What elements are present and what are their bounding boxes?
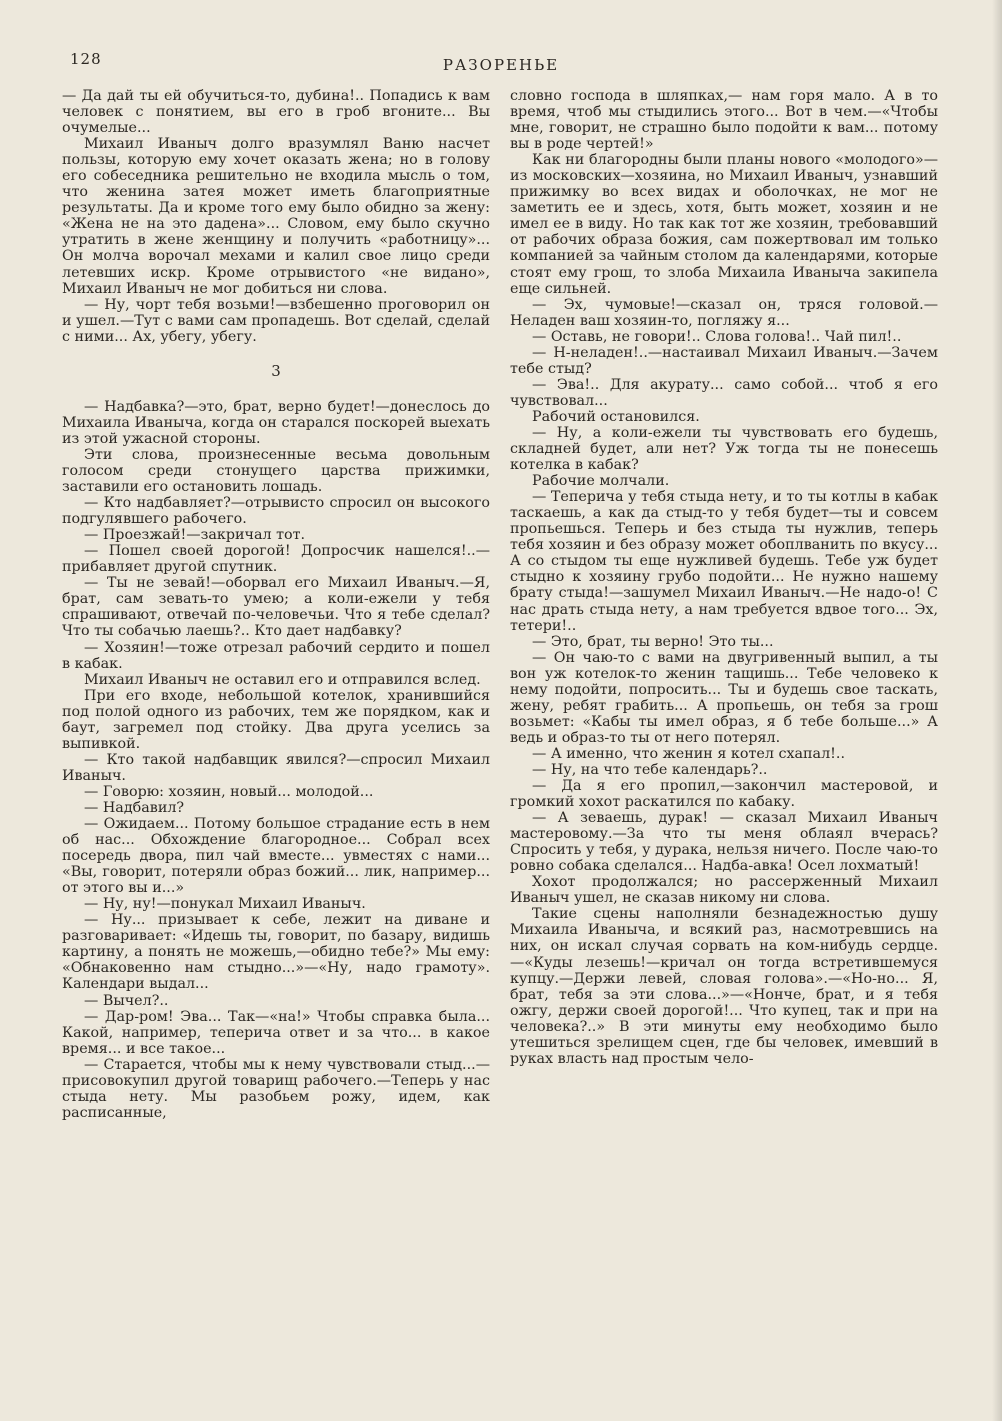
- page-edge-shadow: [992, 0, 1002, 1421]
- paragraph: — Ты не зевай!—оборвал его Михаил Иваныч.—Я, брат, сам зевать-то умею; а коли-ежели у тебя спрашивают, отвечай по-человечьи. Что я тебе сделал? Что ты собачью лаешь?.. Кто дает надбавку?: [62, 575, 490, 640]
- paragraph: Михаил Иваныч долго вразумлял Ваню насчет пользы, которую ему хочет оказать жена; но в голову его собеседника решительно не входила мысль о том, что женина затея может иметь благоприятные результаты. Да и кроме того ему было обидно за жену: «Жена не на это дадена»... Словом, ему было скучно утратить в жене женщину и получить «работницу»... Он молча ворочал мехами и калил свое лицо среди летевших искр. Кроме отрывистого «не видано», Михаил Иваныч не мог добиться ни слова.: [62, 136, 490, 297]
- paragraph: — Говорю: хозяин, новый... молодой...: [84, 783, 374, 800]
- running-title: РАЗОРЕНЬЕ: [442, 56, 560, 74]
- paragraph: Эти слова, произнесенные весьма довольным голосом среди стонущего царства прижимки, заставили его остановить лошадь.: [62, 446, 490, 496]
- paragraph: — А зеваешь, дурак! — сказал Михаил Иваныч мастеровому.—За что ты меня облаял вчерась? Спросить у тебя, у дурака, нельзя ничего. После чаю-то ровно собака сделался... Надба-авка! Осел лохматый!: [510, 810, 938, 875]
- paragraph: При его входе, небольшой котелок, хранившийся под полой одного из рабочих, тем же порядком, как и баут, загремел под стойку. Два друга уселись за выпивкой.: [62, 687, 490, 752]
- paragraph: — Оставь, не говори!.. Слова голова!.. Чай пил!..: [532, 328, 902, 345]
- paragraph: словно господа в шляпках,— нам горя мало. А в то время, чтоб мы стыдились этого... Вот в чем.—«Чтобы мне, говорит, не страшно было подойти к вам... потому вы в роде чертей!»: [510, 88, 938, 153]
- paragraph: — Ожидаем... Потому большое страдание есть в нем об нас... Обхождение благородное... Собрал всех посередь двора, пил чай вместе... увместях с нами... «Вы, говорит, потеряли образ божий... лик, например... от этого вы и...»: [62, 816, 490, 897]
- paragraph: — Ну... призывает к себе, лежит на диване и разговаривает: «Идешь ты, говорит, по базару, видишь картину, а понять не можешь,—обидно тебе?» Мы ему: «Обнаковенно нам стыдно...»—«Ну, надо грамоту». Календари выдал...: [62, 912, 490, 993]
- paragraph: — Пошел своей дорогой! Допросчик нашелся!..—прибавляет другой спутник.: [62, 543, 490, 576]
- paragraph: — Хозяин!—тоже отрезал рабочий сердито и пошел в кабак.: [62, 639, 490, 672]
- left-text-column: [62, 88, 490, 1121]
- paragraph: Рабочий остановился.: [532, 408, 700, 425]
- paragraph: — Кто такой надбавщик явился?—спросил Михаил Иваныч.: [62, 751, 490, 784]
- paragraph: — Ну, чорт тебя возьми!—взбешенно проговорил он и ушел.—Тут с вами сам пропадешь. Вот сделай, сделай с ними... Ах, убегу, убегу.: [62, 296, 490, 345]
- paragraph: — Это, брат, ты верно! Это ты...: [532, 633, 774, 650]
- paragraph: — Эва!.. Для акурату... само собой... чтоб я его чувствовал...: [510, 376, 938, 409]
- paragraph: — Н-неладен!..—настаивал Михаил Иваныч.—Зачем тебе стыд?: [510, 344, 938, 377]
- paragraph: Михаил Иваныч не оставил его и отправился вслед.: [84, 671, 481, 688]
- paragraph: Рабочие молчали.: [532, 473, 670, 490]
- paragraph: — Кто надбавляет?—отрывисто спросил он высокого подгулявшего рабочего.: [62, 495, 490, 528]
- paragraph: — Ну, а коли-ежели ты чувствовать его будешь, складней будет, али нет? Уж тогда ты не понесешь котелка в кабак?: [510, 424, 938, 474]
- paragraph: — Вычел?..: [84, 992, 169, 1009]
- paragraph: — Проезжай!—закричал тот.: [84, 527, 306, 544]
- right-text-column: [510, 88, 938, 1067]
- paragraph: — Надбавка?—это, брат, верно будет!—донеслось до Михаила Иваныча, когда он старался поскорей выехать из этой ужасной стороны.: [62, 398, 490, 447]
- paragraph: — Ну, на что тебе календарь?..: [532, 761, 768, 778]
- paragraph: — Он чаю-то с вами на двугривенный выпил, а ты вон уж котелок-то женин тащишь... Тебе человеко к нему подойти, попросить... Ты и будешь свое таскать, жену, ребят грабить... А пропьешь, он тебя за грош возьмет: «Кабы ты имел образ, я б тебе больше...» А ведь и образ-то ты от него потерял.: [510, 649, 938, 746]
- paragraph: Как ни благородны были планы нового «молодого»—из московских—хозяина, но Михаил Иваныч, узнавший прижимку во всех видах и оболочках, не мог не заметить ее и здесь, хотя, быть может, хозяин и не имел ее в виду. Но так как тот же хозяин, требовавший от рабочих образа божия, сам пожертвовал им только компанией за чайным столом да календарями, которые стоят ему грош, то злоба Михаила Иваныча закипела еще сильней.: [510, 152, 938, 297]
- paragraph: — Да я его пропил,—закончил мастеровой, и громкий хохот раскатился по кабаку.: [510, 778, 938, 811]
- paragraph: — Старается, чтобы мы к нему чувствовали стыд...—присовокупил другой товарищ рабочего.—Теперь у нас стыда нету. Мы разобьем рожу, идем, как расписанные,: [62, 1056, 490, 1121]
- section-number: 3: [271, 361, 281, 380]
- paragraph: — Да дай ты ей обучиться-то, дубина!.. Попадись к вам человек с понятием, вы его в гроб вгоните... Вы очумелые...: [62, 88, 490, 137]
- paragraph: Такие сцены наполняли безнадежностью душу Михаила Иваныча, и всякий раз, насмотревшись на них, он искал случая сорвать на ком-нибудь сердце.—«Куды лезешь!—кричал он тогда встретившемуся купцу.—Держи левей, словая голова».—«Но-но... Я, брат, тебя за эти слова...»—«Нонче, брат, и я тебя ожгу, держи своей дорогой!... Что купец, так и при на человека?..» В эти минуты ему необходимо было утешиться зрелищем сцен, где бы человек, имевший в руках власть над простым чело-: [510, 906, 938, 1067]
- paragraph: — Дар-ром! Эва... Так—«на!» Чтобы справка была... Какой, например, теперича ответ и за что... в какое время... и все такое...: [62, 1008, 490, 1057]
- page-number: 128: [70, 50, 102, 68]
- paragraph: — Надбавил?: [84, 799, 185, 816]
- paragraph: — Теперича у тебя стыда нету, и то ты котлы в кабак таскаешь, а как да стыд-то у тебя будет—ты и совсем пропьешься. Теперь и без стыда ты нужлив, теперь тебя хозяин и без образу может обоплванить по вкусу... А со стыдом ты еще нужливей будешь. Тебе уж будет стыдно к хозяину грубо подойти... Не нужно нашему брату стыда!—зашумел Михаил Иваныч.—Не надо-о! С нас драть стыда нету, а нам требуется вдвое того... Эх, тетери!..: [510, 489, 938, 634]
- paragraph: Хохот продолжался; но рассерженный Михаил Иваныч ушел, не сказав никому ни слова.: [510, 874, 938, 907]
- paragraph: — Эх, чумовые!—сказал он, тряся головой.—Неладен ваш хозяин-то, погляжу я...: [510, 296, 938, 329]
- paragraph: — А именно, что женин я котел схапал!..: [532, 745, 846, 762]
- paragraph: — Ну, ну!—понукал Михаил Иваныч.: [84, 896, 366, 913]
